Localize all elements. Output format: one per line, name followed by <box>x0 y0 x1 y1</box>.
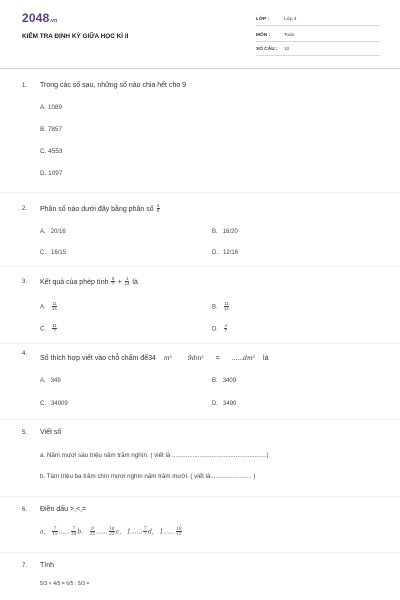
option-c[interactable]: C. 4553 <box>40 148 63 155</box>
option-c[interactable]: C. 16/15 <box>40 250 67 256</box>
fill-line-b[interactable]: b. Tám triệu ba trăm chín mươi nghìn năm trăm mười. ( viết là........................ ) <box>40 473 256 480</box>
question-text: Kết quả của phép tính $\frac{5}{7}$ + $\frac{1}{14}$ là <box>40 276 138 287</box>
meta-label: MÔN : <box>256 33 271 38</box>
question-number: 4. <box>22 351 28 357</box>
question-separator <box>0 496 400 497</box>
option-d[interactable]: D. 3490 <box>212 401 237 407</box>
question-number: 2. <box>22 206 28 212</box>
fill-line-a[interactable]: a. Năm mươi sáu triệu năm trăm nghìn. ( viết là .......................................................) <box>40 452 269 459</box>
question-text: Số thích hợp viết vào chỗ chấm để34 m² 9dm² = ......dm² là <box>40 355 269 362</box>
option-c[interactable]: C. $\frac{11}{7}$ <box>40 323 57 334</box>
question-number: 7. <box>22 563 28 569</box>
header-divider <box>0 68 400 69</box>
question-number: 1. <box>22 83 28 89</box>
question-number: 5. <box>22 430 28 436</box>
question-text: Phân số nào dưới đây bằng phân số $\frac{4}{5}$ <box>40 203 160 214</box>
question-text: Trong các số sau, những số nào chia hết cho 9 <box>40 82 187 89</box>
option-a[interactable]: A. 349 <box>40 378 61 384</box>
meta-row-count <box>256 44 380 56</box>
question-number: 6. <box>22 507 28 513</box>
option-a[interactable]: A. $\frac{11}{14}$ <box>40 301 57 312</box>
meta-label: SỐ CÂU : <box>256 47 278 52</box>
meta-value: 10 <box>284 47 290 52</box>
option-c[interactable]: C. 34009 <box>40 401 68 407</box>
meta-row-subject <box>256 30 380 42</box>
exam-header <box>0 0 400 68</box>
question-separator <box>0 552 400 553</box>
option-b[interactable]: B. 16/20 <box>212 229 238 235</box>
option-d[interactable]: D. $\frac{4}{7}$ <box>212 323 227 334</box>
option-d[interactable]: D. 1097 <box>40 170 63 177</box>
compare-row[interactable]: a, $\frac{7}{15}$ ...... $\frac{7}{14}$ b. $\frac{9}{25}$ ...... $\frac{10}{25}$ c, 1...... $\frac{7}{7}$ d, 1...... $\frac{10}{15}$ <box>40 526 182 537</box>
question-separator <box>0 266 400 267</box>
option-b[interactable]: B. $\frac{11}{14}$ <box>212 301 229 312</box>
exam-title: KIỂM TRA ĐỊNH KỲ GIỮA HỌC KÌ II <box>22 33 129 40</box>
option-a[interactable]: A. 20/16 <box>40 229 66 235</box>
meta-value: Lớp 4 <box>284 17 297 22</box>
question-separator <box>0 192 400 193</box>
meta-value: Toán <box>284 33 295 38</box>
option-b[interactable]: B. 7857 <box>40 126 63 133</box>
option-b[interactable]: B. 3409 <box>212 378 237 384</box>
question-separator <box>0 419 400 420</box>
option-d[interactable]: D. 12/16 <box>212 250 239 256</box>
option-a[interactable]: A. 1089 <box>40 104 63 111</box>
fraction: $\frac{5}{7}$ <box>111 276 115 287</box>
question-text: Điền dấu >,<,= <box>40 506 87 513</box>
question-text: Tính <box>40 562 55 569</box>
meta-label: LỚP : <box>256 17 270 22</box>
site-logo[interactable]: 2048.vn <box>22 11 58 25</box>
fraction: $\frac{4}{5}$ <box>157 203 160 214</box>
calc-expression[interactable]: 5/3 × 4/5 = 6/5 : 5/3 = <box>40 581 90 587</box>
question-separator <box>0 343 400 344</box>
question-number: 3. <box>22 279 28 285</box>
question-text: Viết số <box>40 429 62 436</box>
fraction: $\frac{1}{14}$ <box>124 276 130 287</box>
meta-row-class <box>256 14 380 26</box>
